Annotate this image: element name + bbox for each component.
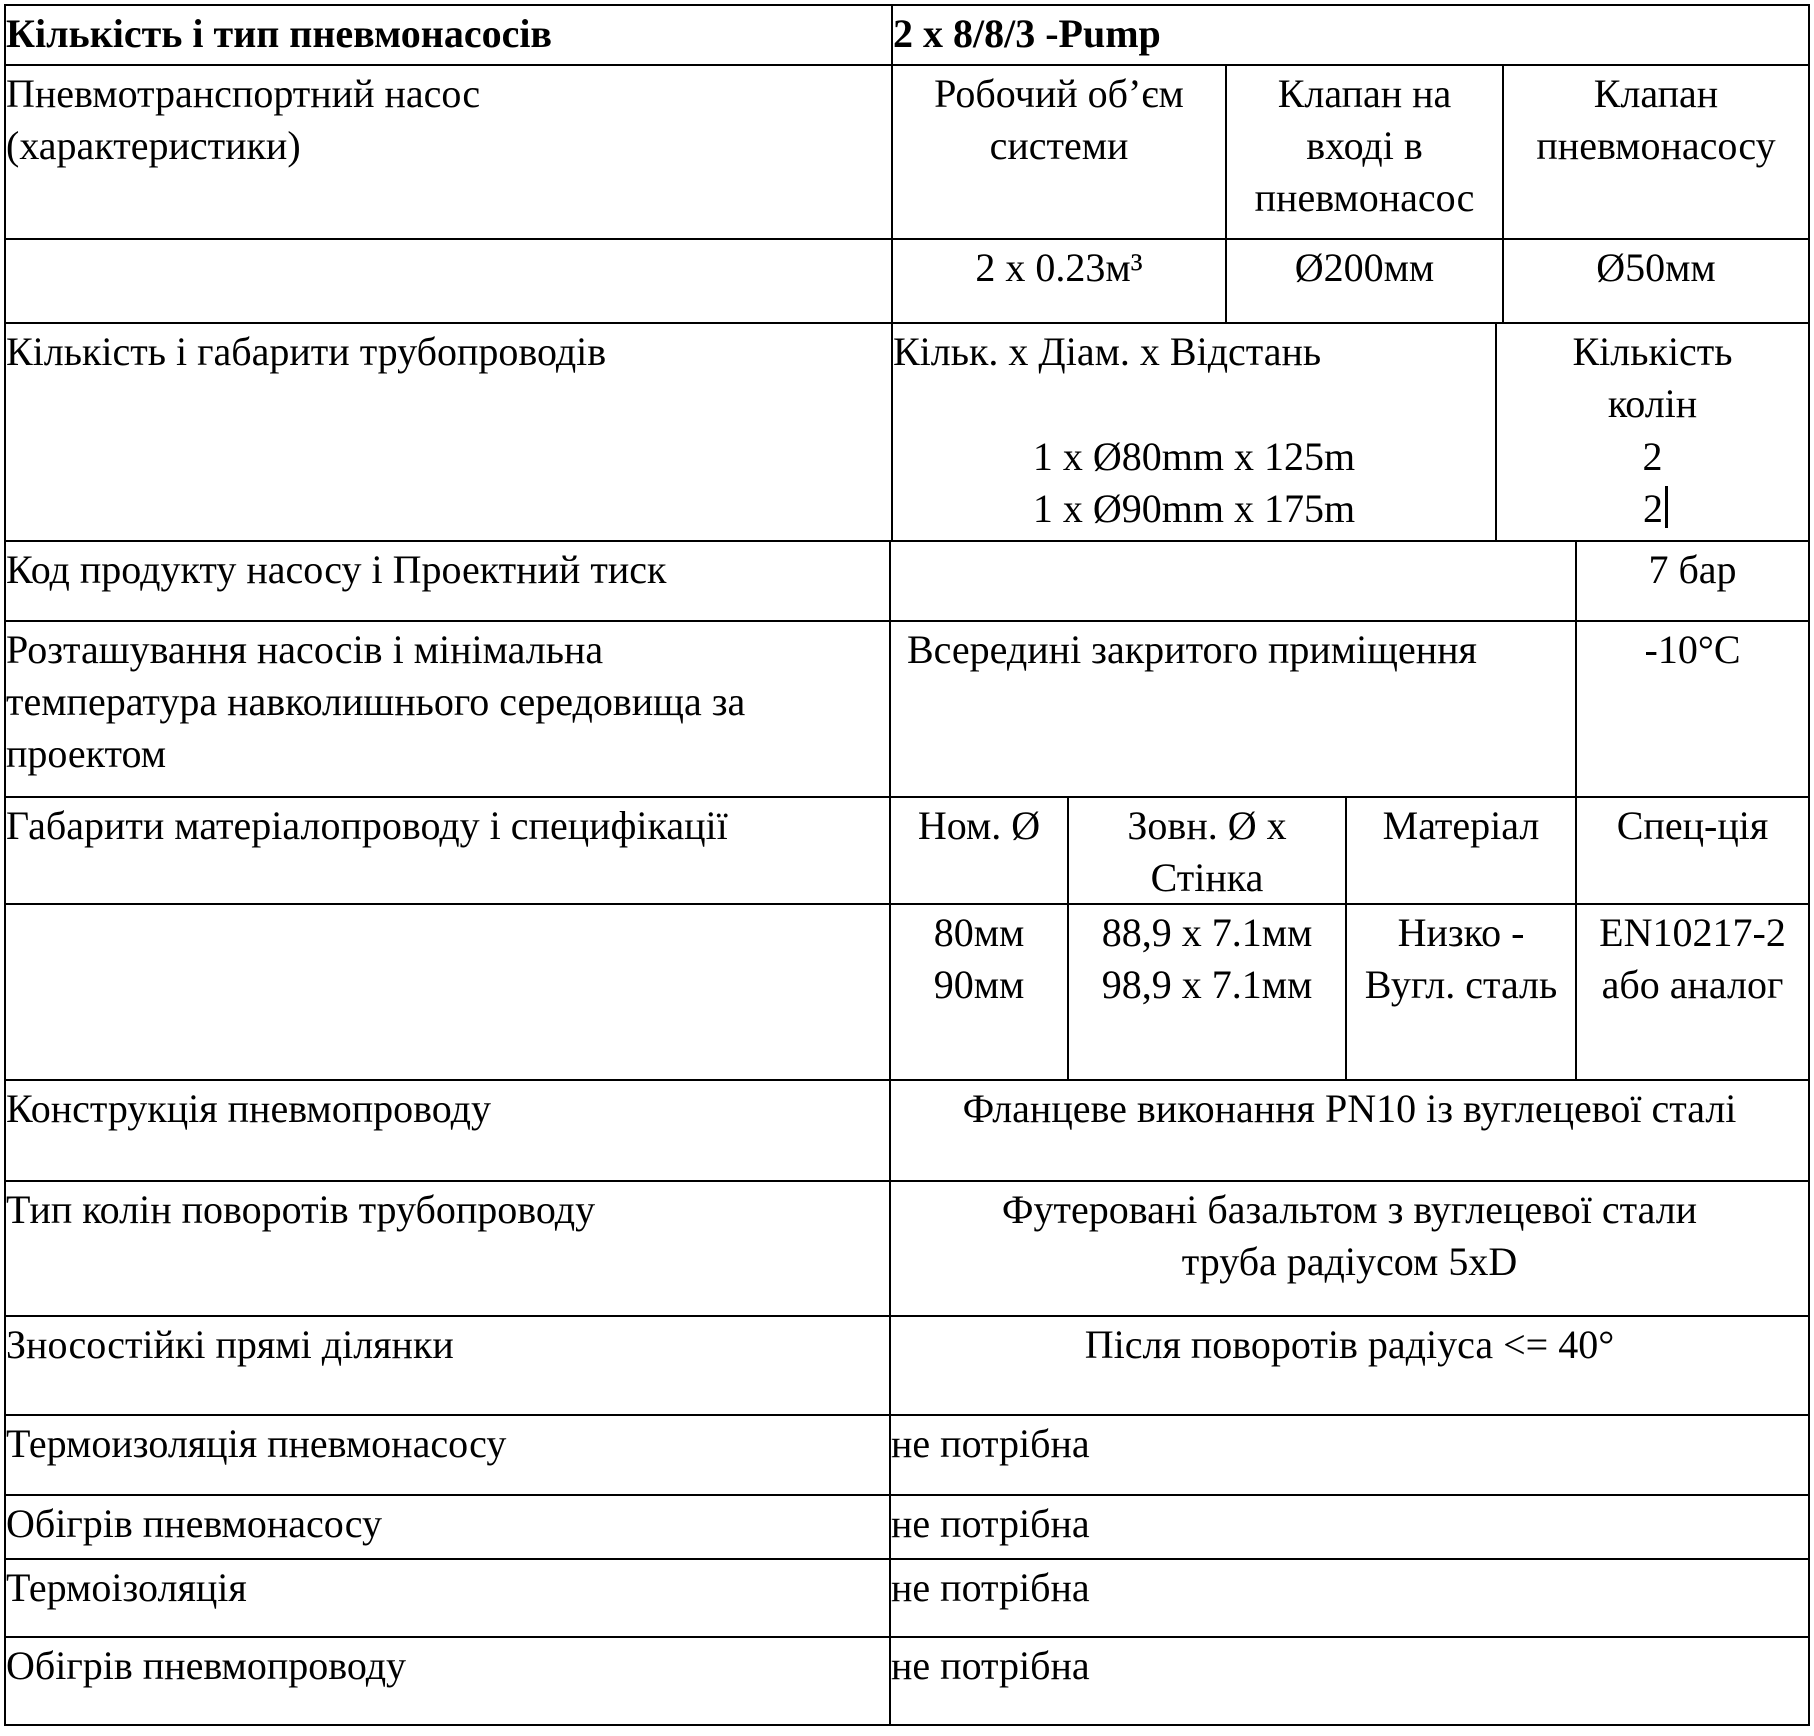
pump-insulation-label: Термоизоляція пневмонасосу bbox=[6, 1421, 507, 1466]
pump-valve-value: Ø50мм bbox=[1596, 245, 1716, 290]
inlet-valve-value: Ø200мм bbox=[1294, 245, 1435, 290]
rule bbox=[4, 1636, 1810, 1638]
pump-heating-label: Обігрів пневмонасосу bbox=[6, 1501, 382, 1546]
material-value: Низко - Вугл. сталь bbox=[1364, 910, 1558, 1007]
pump-characteristics-label: Пневмотранспортний насос (характеристики) bbox=[6, 71, 481, 168]
location-temperature-label: Розташування насосів і мінімальна температура навколишнього середовища за проектом bbox=[6, 627, 746, 776]
rule bbox=[4, 1414, 1810, 1416]
rule bbox=[4, 238, 1810, 240]
rule bbox=[4, 1558, 1810, 1560]
pipelines-label: Кількість і габарити трубопроводів bbox=[6, 329, 607, 374]
pipeline-line-2: 1 х Ø90mm x 175m bbox=[1032, 486, 1356, 531]
rule bbox=[4, 1724, 1810, 1726]
pump-heating-value: не потрібна bbox=[891, 1501, 1090, 1546]
rule bbox=[4, 540, 1810, 542]
rule bbox=[4, 64, 1810, 66]
insulation-label: Термоізоляція bbox=[6, 1565, 247, 1610]
design-pressure-value: 7 бар bbox=[1648, 547, 1737, 592]
wear-resistant-sections-label: Зносостійкі прямі ділянки bbox=[6, 1322, 454, 1367]
pipeline-heating-value: не потрібна bbox=[891, 1643, 1090, 1688]
bend-type-value: Футеровані базальтом з вуглецевої стали труба радіусом 5xD bbox=[1001, 1187, 1698, 1284]
pipeline-construction-label: Конструкція пневмопроводу bbox=[6, 1086, 491, 1131]
bends-header: Кількість колін bbox=[1572, 329, 1733, 426]
text-cursor bbox=[1665, 486, 1668, 528]
pump-type-value: 2 х 8/8/3 -Pump bbox=[893, 11, 1161, 56]
product-code-label: Код продукту насосу і Проектний тиск bbox=[6, 547, 667, 592]
specification-header: Спец-ція bbox=[1616, 803, 1769, 848]
wear-resistant-sections-value: Після поворотів радіуса <= 40° bbox=[1084, 1322, 1615, 1367]
rule bbox=[4, 1180, 1810, 1182]
rule bbox=[4, 1315, 1810, 1317]
rule bbox=[4, 322, 1810, 324]
nominal-diameter-header: Ном. Ø bbox=[917, 803, 1041, 848]
bend-type-label: Тип колін поворотів трубопроводу bbox=[6, 1187, 596, 1232]
pipelines-header: Кільк. х Діам. х Відстань bbox=[893, 329, 1322, 374]
rule bbox=[4, 1494, 1810, 1496]
outer-diameter-values: 88,9 x 7.1мм 98,9 x 7.1мм bbox=[1101, 910, 1313, 1007]
material-pipe-label: Габарити матеріалопроводу і специфікації bbox=[6, 803, 728, 848]
rule bbox=[4, 1079, 1810, 1081]
outer-diameter-header: Зовн. Ø x Стінка bbox=[1127, 803, 1287, 900]
rule bbox=[4, 620, 1810, 622]
pipeline-line-1: 1 х Ø80mm x 125m bbox=[1032, 434, 1356, 479]
rule bbox=[4, 4, 1810, 6]
pump-type-label: Кількість і тип пневмонасосів bbox=[6, 11, 553, 56]
working-volume-header: Робочий об’єм системи bbox=[934, 71, 1184, 168]
pump-insulation-value: не потрібна bbox=[891, 1421, 1090, 1466]
pump-valve-header: Клапан пневмонасосу bbox=[1536, 71, 1776, 168]
pump-location-value: Всередині закритого приміщення bbox=[907, 627, 1477, 672]
bends-count-1: 2 bbox=[1642, 434, 1663, 479]
rule bbox=[4, 903, 1810, 905]
pipeline-heating-label: Обігрів пневмопроводу bbox=[6, 1643, 407, 1688]
pipeline-construction-value: Фланцеве виконання PN10 із вуглецевої сталі bbox=[962, 1086, 1737, 1131]
specification-value: EN10217-2 або аналог bbox=[1599, 910, 1786, 1007]
rule bbox=[4, 796, 1810, 798]
bends-count-2: 2 bbox=[1643, 483, 1668, 535]
nominal-diameter-values: 80мм 90мм bbox=[933, 910, 1025, 1007]
insulation-value: не потрібна bbox=[891, 1565, 1090, 1610]
working-volume-value: 2 х 0.23м³ bbox=[975, 245, 1143, 290]
inlet-valve-header: Клапан на вході в пневмонасос bbox=[1254, 71, 1475, 220]
material-header: Матеріал bbox=[1382, 803, 1540, 848]
min-temperature-value: -10°C bbox=[1644, 627, 1741, 672]
rule bbox=[1808, 4, 1810, 1726]
